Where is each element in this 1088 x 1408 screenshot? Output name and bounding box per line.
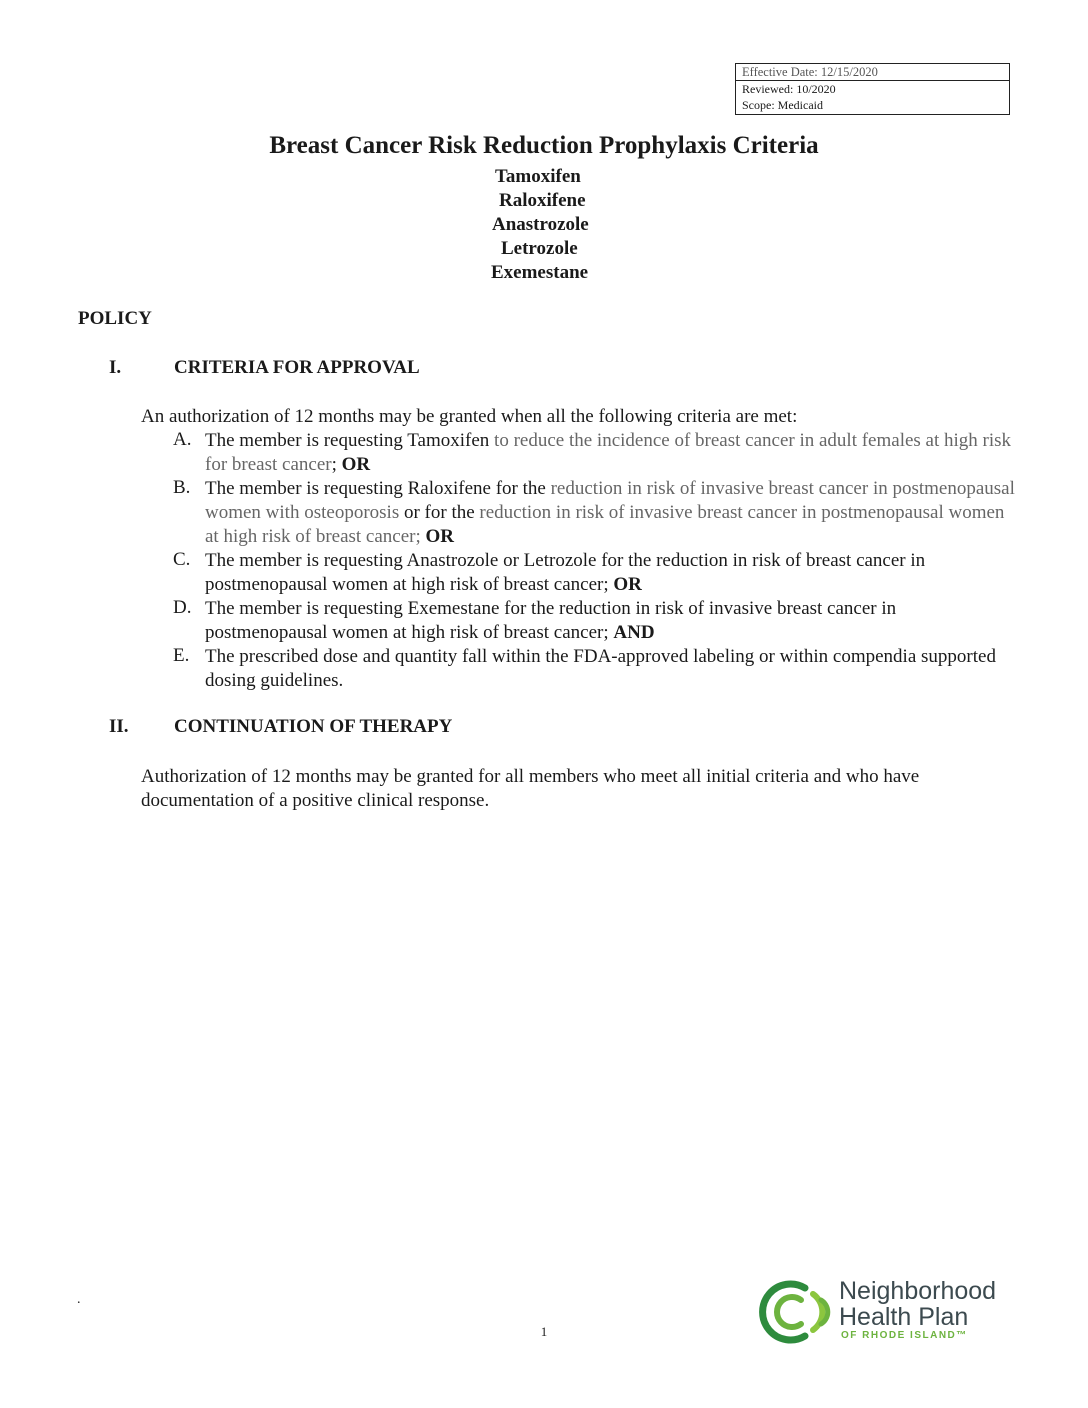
page-number: 1 (540, 1324, 548, 1339)
drug-name: Raloxifene (499, 190, 586, 211)
scope: Scope: Medicaid (742, 98, 823, 112)
list-item: The member is requesting Tamoxifen to reduce the incidence of breast cancer in adult females at high risk for breast cancer; OR (205, 430, 1012, 475)
list-item: The member is requesting Raloxifene for the reduction in risk of invasive breast cancer in postmenopausal women with osteoporosis or for the reduction in risk of invasive breast cancer in postmenopausal women at high risk of breast cancer; OR (205, 478, 1015, 547)
list-item: The member is requesting Anastrozole or Letrozole for the reduction in risk of breast cancer in postmenopausal women at high risk of breast cancer; OR (205, 550, 926, 595)
drug-name: Tamoxifen (495, 166, 581, 187)
logo-line2: Health Plan (839, 1303, 969, 1331)
drug-name: Letrozole (501, 238, 578, 259)
drug-name: Exemestane (491, 262, 589, 283)
section-number: II. (109, 716, 129, 737)
page-title: Breast Cancer Risk Reduction Prophylaxis Criteria (269, 132, 819, 159)
list-item-letter: B. (173, 477, 191, 498)
section-title: CONTINUATION OF THERAPY (174, 716, 453, 737)
effective-date: Effective Date: 12/15/2020 (736, 64, 1009, 81)
reviewed-date: Reviewed: 10/2020 (742, 82, 836, 96)
list-item: The prescribed dose and quantity fall within the FDA-approved labeling or within compendia supported dosing guidelines. (205, 646, 996, 691)
list-item-letter: A. (173, 429, 192, 450)
list-item-letter: D. (173, 597, 192, 618)
section-title: CRITERIA FOR APPROVAL (174, 357, 420, 378)
logo-line1: Neighborhood (839, 1277, 997, 1305)
footer-dot: . (77, 1292, 81, 1307)
criteria-intro: An authorization of 12 months may be granted when all the following criteria are met: (141, 406, 798, 427)
list-item-letter: E. (173, 645, 190, 666)
policy-heading: POLICY (78, 308, 152, 329)
list-item: The member is requesting Exemestane for the reduction in risk of invasive breast cancer in postmenopausal women at high risk of breast cancer; AND (205, 598, 897, 643)
logo-swirl-icon (755, 1278, 835, 1344)
neighborhood-health-plan-logo (755, 1278, 1015, 1344)
logo-line3: OF RHODE ISLAND™ (841, 1330, 968, 1341)
drug-name: Anastrozole (492, 214, 589, 235)
section-number: I. (109, 357, 122, 378)
list-item-letter: C. (173, 549, 191, 570)
effective-date-box (735, 63, 1010, 115)
continuation-text: Authorization of 12 months may be granted for all members who meet all initial criteria and who have documentation of a positive clinical response. (141, 766, 920, 811)
